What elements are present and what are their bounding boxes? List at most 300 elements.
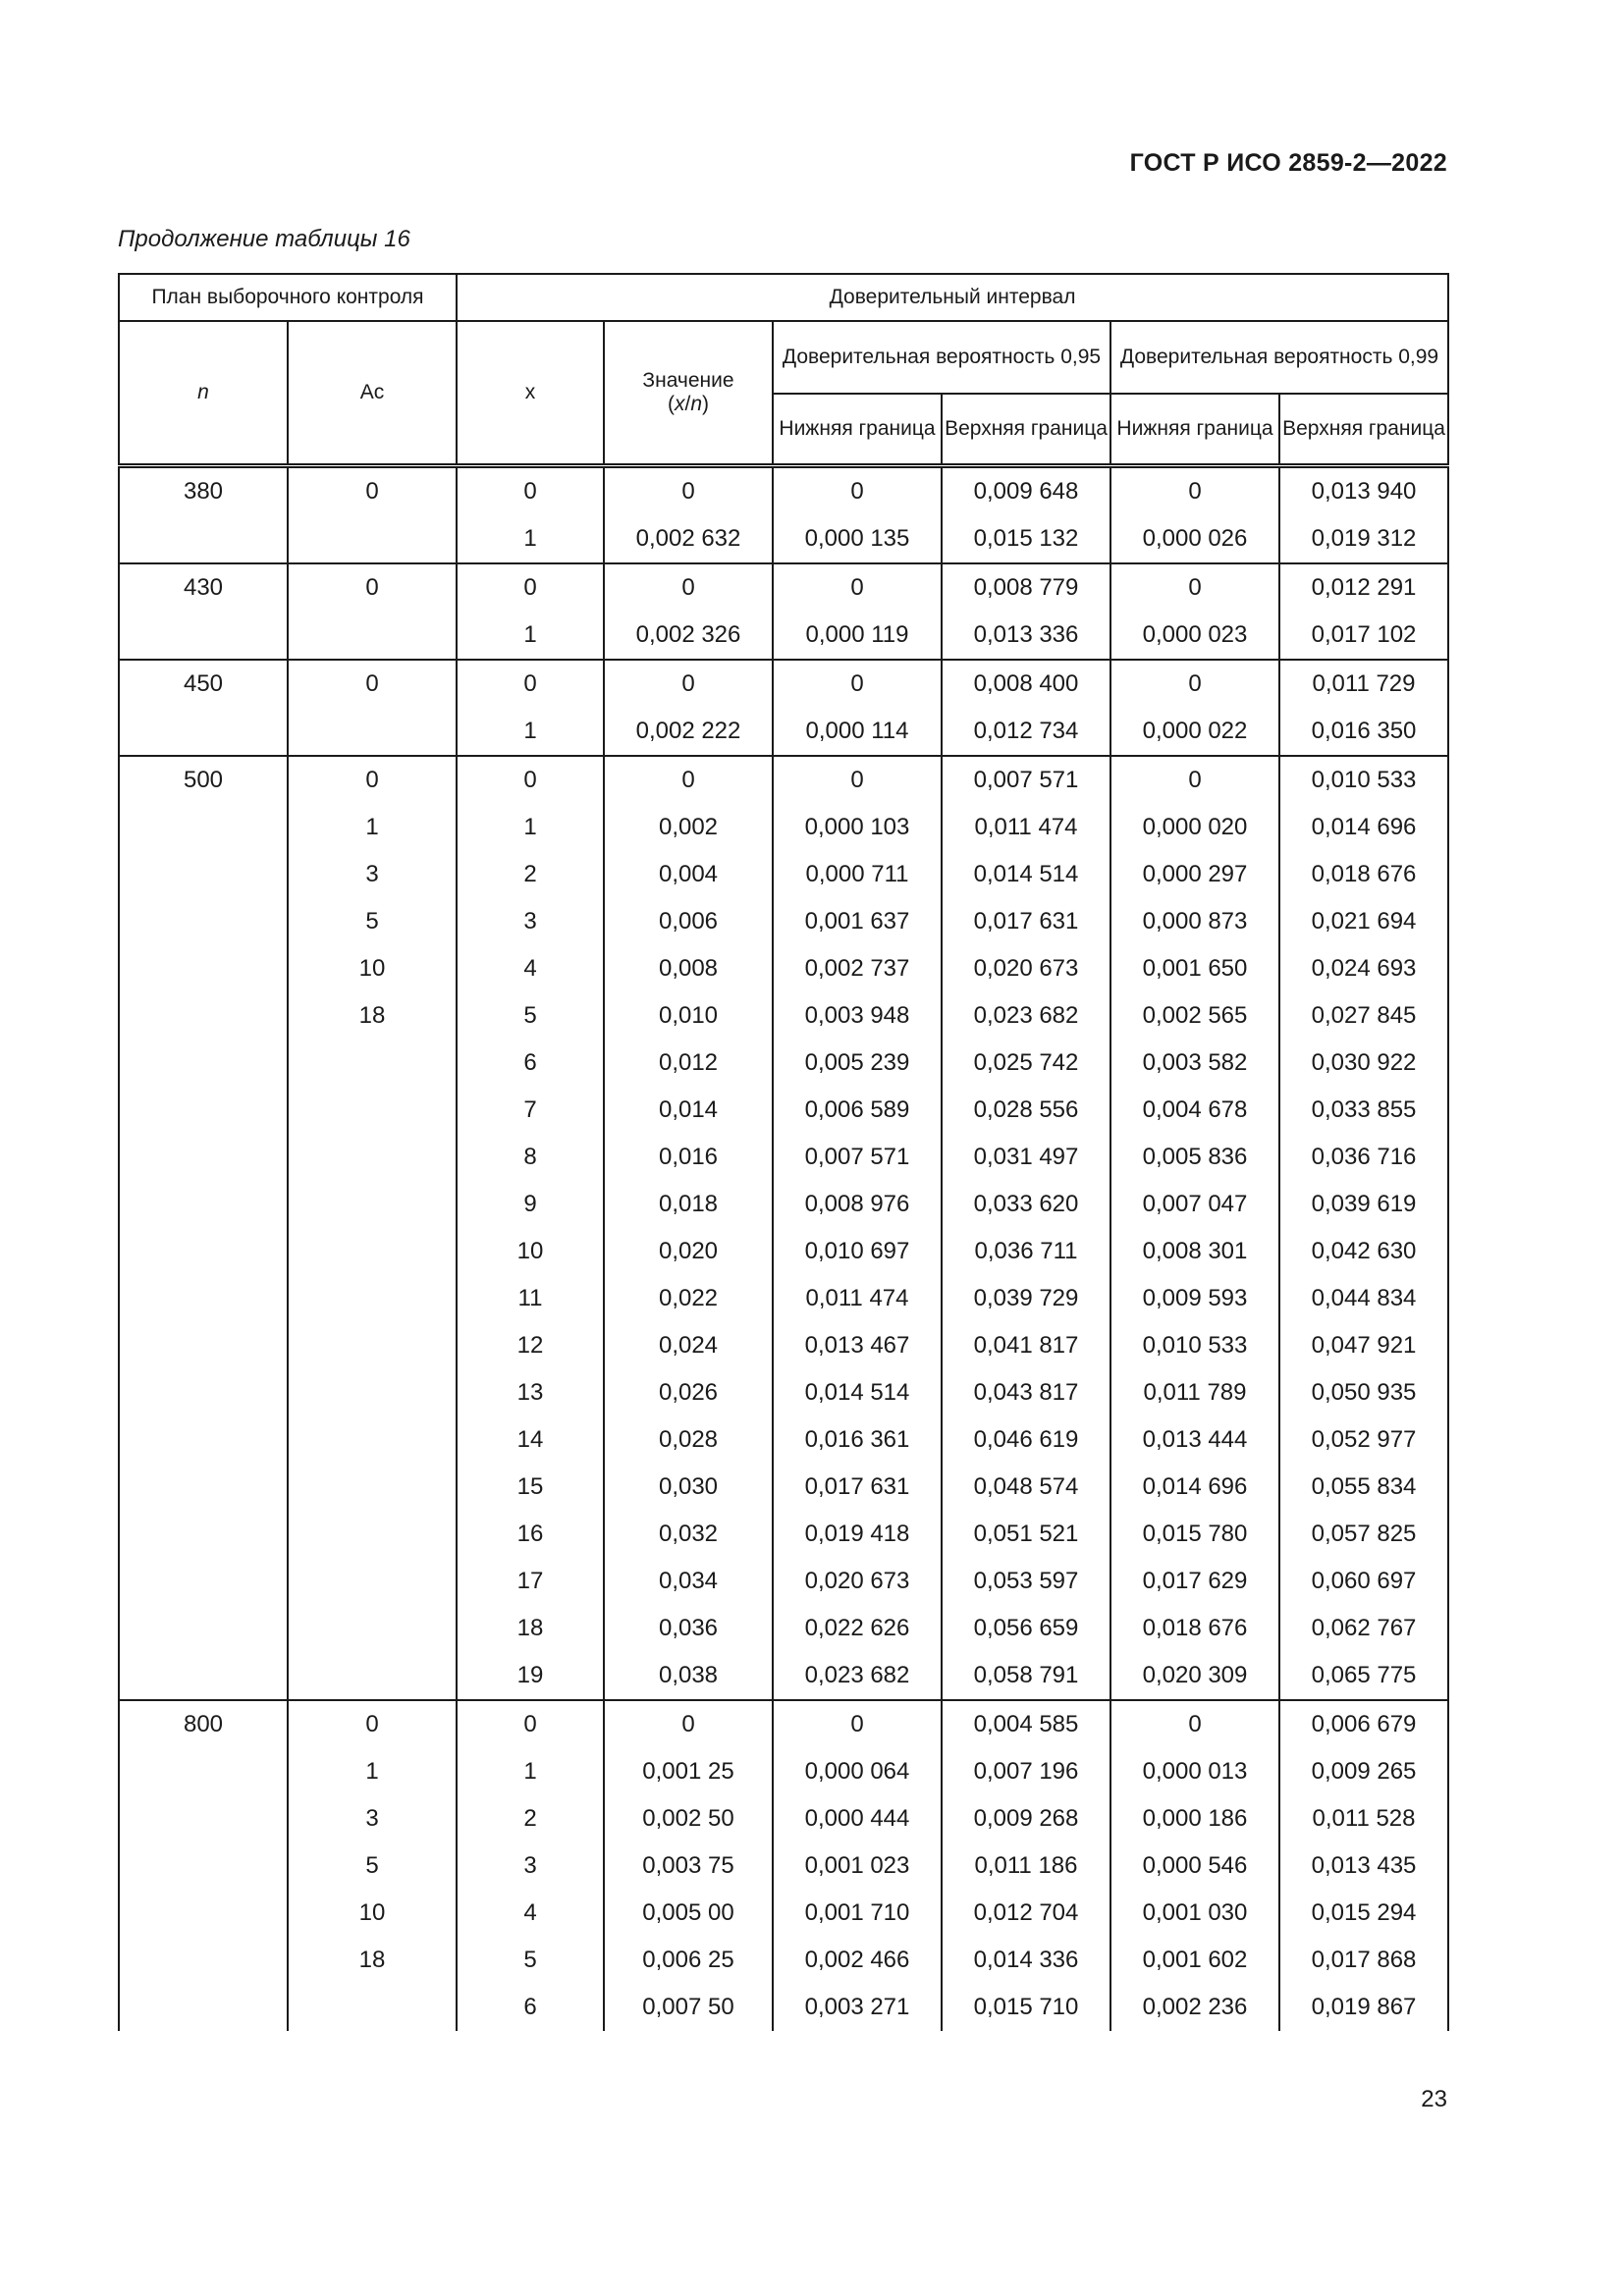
table-body — [119, 466, 1448, 2032]
table-row — [119, 466, 1448, 516]
cell-lower-95: 0,000 119 — [773, 612, 942, 660]
cell-value: 0,002 632 — [604, 515, 773, 563]
cell-upper-95: 0,056 659 — [942, 1605, 1110, 1652]
cell-ac — [288, 1511, 457, 1558]
cell-upper-99: 0,019 867 — [1279, 1984, 1448, 2031]
cell-value: 0,020 — [604, 1228, 773, 1275]
cell-n: 800 — [119, 1700, 288, 1748]
cell-value: 0,002 326 — [604, 612, 773, 660]
cell-value: 0 — [604, 1700, 773, 1748]
table-caption: Продолжение таблицы 16 — [118, 226, 410, 252]
cell-lower-95: 0,000 135 — [773, 515, 942, 563]
cell-n — [119, 612, 288, 660]
cell-upper-95: 0,004 585 — [942, 1700, 1110, 1748]
cell-lower-95: 0,014 514 — [773, 1369, 942, 1416]
cell-lower-99: 0,000 297 — [1110, 851, 1279, 898]
cell-ac: 10 — [288, 945, 457, 992]
table-row — [119, 1087, 1448, 1134]
cell-lower-99: 0,009 593 — [1110, 1275, 1279, 1322]
cell-value: 0,001 25 — [604, 1748, 773, 1795]
confidence-interval-table — [118, 273, 1449, 2031]
cell-ac — [288, 1464, 457, 1511]
cell-value: 0,032 — [604, 1511, 773, 1558]
cell-x: 5 — [457, 992, 604, 1040]
cell-x: 5 — [457, 1937, 604, 1984]
cell-lower-95: 0,002 737 — [773, 945, 942, 992]
cell-ac — [288, 1181, 457, 1228]
cell-x: 11 — [457, 1275, 604, 1322]
cell-upper-99: 0,039 619 — [1279, 1181, 1448, 1228]
cell-ac — [288, 1369, 457, 1416]
cell-lower-95: 0,001 710 — [773, 1890, 942, 1937]
cell-n — [119, 1228, 288, 1275]
cell-ac: 0 — [288, 660, 457, 708]
cell-ac — [288, 515, 457, 563]
cell-value: 0,004 — [604, 851, 773, 898]
cell-lower-95: 0,020 673 — [773, 1558, 942, 1605]
cell-x: 6 — [457, 1040, 604, 1087]
cell-n — [119, 1984, 288, 2031]
cell-n: 430 — [119, 563, 288, 612]
cell-n — [119, 1511, 288, 1558]
cell-upper-99: 0,018 676 — [1279, 851, 1448, 898]
cell-upper-95: 0,048 574 — [942, 1464, 1110, 1511]
cell-upper-95: 0,011 474 — [942, 804, 1110, 851]
cell-n — [119, 1937, 288, 1984]
cell-value: 0,014 — [604, 1087, 773, 1134]
table-row — [119, 1275, 1448, 1322]
cell-x: 3 — [457, 1842, 604, 1890]
table-row — [119, 756, 1448, 804]
header-x: x — [457, 321, 604, 466]
cell-upper-95: 0,011 186 — [942, 1842, 1110, 1890]
cell-x: 18 — [457, 1605, 604, 1652]
cell-upper-99: 0,044 834 — [1279, 1275, 1448, 1322]
header-lower-99: Нижняя граница — [1110, 394, 1279, 466]
table-row — [119, 515, 1448, 563]
cell-lower-95: 0,000 103 — [773, 804, 942, 851]
cell-ac: 5 — [288, 898, 457, 945]
cell-x: 12 — [457, 1322, 604, 1369]
cell-upper-99: 0,033 855 — [1279, 1087, 1448, 1134]
table-header — [119, 274, 1448, 466]
cell-value: 0,016 — [604, 1134, 773, 1181]
cell-x: 10 — [457, 1228, 604, 1275]
cell-upper-99: 0,013 435 — [1279, 1842, 1448, 1890]
table-row — [119, 1795, 1448, 1842]
table-row — [119, 1134, 1448, 1181]
cell-n — [119, 1890, 288, 1937]
cell-value: 0,036 — [604, 1605, 773, 1652]
cell-upper-99: 0,009 265 — [1279, 1748, 1448, 1795]
cell-x: 2 — [457, 851, 604, 898]
cell-x: 0 — [457, 466, 604, 516]
cell-upper-95: 0,012 704 — [942, 1890, 1110, 1937]
cell-lower-99: 0 — [1110, 563, 1279, 612]
cell-upper-99: 0,010 533 — [1279, 756, 1448, 804]
cell-n — [119, 1275, 288, 1322]
cell-n — [119, 1322, 288, 1369]
header-upper-95: Верхняя граница — [942, 394, 1110, 466]
cell-upper-95: 0,039 729 — [942, 1275, 1110, 1322]
cell-n: 450 — [119, 660, 288, 708]
cell-lower-95: 0,003 948 — [773, 992, 942, 1040]
cell-value: 0,008 — [604, 945, 773, 992]
cell-upper-95: 0,028 556 — [942, 1087, 1110, 1134]
cell-upper-95: 0,058 791 — [942, 1652, 1110, 1700]
table-row — [119, 612, 1448, 660]
table-row — [119, 1842, 1448, 1890]
cell-lower-99: 0,018 676 — [1110, 1605, 1279, 1652]
table-row — [119, 563, 1448, 612]
cell-value: 0,002 222 — [604, 708, 773, 756]
header-upper-99: Верхняя граница — [1279, 394, 1448, 466]
cell-n — [119, 1795, 288, 1842]
cell-upper-95: 0,008 779 — [942, 563, 1110, 612]
cell-value: 0,006 — [604, 898, 773, 945]
cell-lower-99: 0,017 629 — [1110, 1558, 1279, 1605]
table-row — [119, 708, 1448, 756]
cell-lower-99: 0,001 650 — [1110, 945, 1279, 992]
cell-upper-99: 0,016 350 — [1279, 708, 1448, 756]
cell-x: 1 — [457, 1748, 604, 1795]
cell-n — [119, 992, 288, 1040]
cell-x: 0 — [457, 756, 604, 804]
cell-x: 0 — [457, 660, 604, 708]
table-row — [119, 1652, 1448, 1700]
cell-upper-95: 0,023 682 — [942, 992, 1110, 1040]
header-prob-95: Доверительная вероятность 0,95 — [773, 321, 1110, 394]
cell-ac: 10 — [288, 1890, 457, 1937]
cell-upper-95: 0,031 497 — [942, 1134, 1110, 1181]
cell-upper-95: 0,051 521 — [942, 1511, 1110, 1558]
table-row — [119, 1937, 1448, 1984]
cell-ac — [288, 1322, 457, 1369]
cell-value: 0,018 — [604, 1181, 773, 1228]
table-row — [119, 1416, 1448, 1464]
cell-n — [119, 1558, 288, 1605]
cell-lower-99: 0 — [1110, 756, 1279, 804]
cell-ac: 0 — [288, 1700, 457, 1748]
cell-x: 6 — [457, 1984, 604, 2031]
cell-upper-95: 0,046 619 — [942, 1416, 1110, 1464]
cell-ac: 18 — [288, 992, 457, 1040]
table-row — [119, 1558, 1448, 1605]
cell-lower-95: 0,008 976 — [773, 1181, 942, 1228]
cell-ac — [288, 1605, 457, 1652]
cell-value: 0,030 — [604, 1464, 773, 1511]
cell-lower-99: 0,000 020 — [1110, 804, 1279, 851]
table-row — [119, 945, 1448, 992]
cell-value: 0,007 50 — [604, 1984, 773, 2031]
cell-n — [119, 1605, 288, 1652]
cell-lower-95: 0 — [773, 756, 942, 804]
cell-upper-99: 0,052 977 — [1279, 1416, 1448, 1464]
cell-lower-95: 0 — [773, 660, 942, 708]
cell-upper-99: 0,014 696 — [1279, 804, 1448, 851]
cell-lower-99: 0,002 236 — [1110, 1984, 1279, 2031]
header-lower-95: Нижняя граница — [773, 394, 942, 466]
cell-lower-99: 0,000 873 — [1110, 898, 1279, 945]
cell-upper-99: 0,062 767 — [1279, 1605, 1448, 1652]
cell-n — [119, 1040, 288, 1087]
cell-lower-99: 0,007 047 — [1110, 1181, 1279, 1228]
cell-n — [119, 851, 288, 898]
cell-ac: 3 — [288, 851, 457, 898]
cell-value: 0,026 — [604, 1369, 773, 1416]
table-row — [119, 1369, 1448, 1416]
header-prob-99: Доверительная вероятность 0,99 — [1110, 321, 1448, 394]
cell-upper-95: 0,025 742 — [942, 1040, 1110, 1087]
cell-lower-95: 0 — [773, 466, 942, 516]
cell-lower-99: 0,010 533 — [1110, 1322, 1279, 1369]
cell-lower-99: 0,013 444 — [1110, 1416, 1279, 1464]
cell-ac — [288, 1275, 457, 1322]
cell-x: 1 — [457, 804, 604, 851]
cell-upper-95: 0,020 673 — [942, 945, 1110, 992]
table-row — [119, 1605, 1448, 1652]
cell-upper-95: 0,013 336 — [942, 612, 1110, 660]
page-number: 23 — [1421, 2086, 1447, 2112]
cell-n — [119, 1369, 288, 1416]
cell-lower-95: 0,022 626 — [773, 1605, 942, 1652]
cell-n — [119, 708, 288, 756]
cell-value: 0,024 — [604, 1322, 773, 1369]
cell-lower-95: 0,023 682 — [773, 1652, 942, 1700]
cell-x: 0 — [457, 1700, 604, 1748]
cell-ac — [288, 708, 457, 756]
cell-upper-99: 0,021 694 — [1279, 898, 1448, 945]
cell-upper-95: 0,008 400 — [942, 660, 1110, 708]
cell-upper-95: 0,036 711 — [942, 1228, 1110, 1275]
cell-upper-99: 0,047 921 — [1279, 1322, 1448, 1369]
cell-x: 14 — [457, 1416, 604, 1464]
table-row — [119, 1511, 1448, 1558]
cell-lower-99: 0,000 026 — [1110, 515, 1279, 563]
cell-lower-95: 0,019 418 — [773, 1511, 942, 1558]
header-value-label: Значение — [642, 369, 734, 392]
cell-lower-99: 0,000 013 — [1110, 1748, 1279, 1795]
cell-n — [119, 1842, 288, 1890]
cell-lower-95: 0,005 239 — [773, 1040, 942, 1087]
cell-x: 7 — [457, 1087, 604, 1134]
cell-upper-95: 0,043 817 — [942, 1369, 1110, 1416]
cell-ac: 18 — [288, 1937, 457, 1984]
cell-ac — [288, 1416, 457, 1464]
cell-lower-95: 0,000 064 — [773, 1748, 942, 1795]
cell-lower-99: 0,014 696 — [1110, 1464, 1279, 1511]
table-row — [119, 1322, 1448, 1369]
cell-upper-99: 0,017 102 — [1279, 612, 1448, 660]
table-row — [119, 1040, 1448, 1087]
header-n: n — [119, 321, 288, 466]
table-row — [119, 1181, 1448, 1228]
cell-upper-99: 0,055 834 — [1279, 1464, 1448, 1511]
cell-upper-99: 0,057 825 — [1279, 1511, 1448, 1558]
cell-upper-99: 0,027 845 — [1279, 992, 1448, 1040]
cell-n — [119, 1087, 288, 1134]
cell-ac: 1 — [288, 1748, 457, 1795]
cell-upper-95: 0,014 514 — [942, 851, 1110, 898]
cell-ac: 5 — [288, 1842, 457, 1890]
cell-x: 19 — [457, 1652, 604, 1700]
cell-ac — [288, 1040, 457, 1087]
cell-lower-99: 0,000 186 — [1110, 1795, 1279, 1842]
cell-upper-95: 0,033 620 — [942, 1181, 1110, 1228]
cell-x: 4 — [457, 945, 604, 992]
cell-value: 0,006 25 — [604, 1937, 773, 1984]
cell-value: 0,005 00 — [604, 1890, 773, 1937]
cell-x: 3 — [457, 898, 604, 945]
cell-upper-95: 0,012 734 — [942, 708, 1110, 756]
cell-n — [119, 1181, 288, 1228]
cell-upper-99: 0,012 291 — [1279, 563, 1448, 612]
header-value — [604, 321, 773, 466]
table-row — [119, 804, 1448, 851]
cell-lower-95: 0,001 023 — [773, 1842, 942, 1890]
cell-upper-99: 0,036 716 — [1279, 1134, 1448, 1181]
cell-x: 1 — [457, 612, 604, 660]
table-row — [119, 1228, 1448, 1275]
cell-x: 1 — [457, 515, 604, 563]
cell-upper-95: 0,007 196 — [942, 1748, 1110, 1795]
cell-lower-95: 0,000 444 — [773, 1795, 942, 1842]
cell-x: 9 — [457, 1181, 604, 1228]
cell-x: 16 — [457, 1511, 604, 1558]
cell-ac: 0 — [288, 563, 457, 612]
cell-lower-95: 0,006 589 — [773, 1087, 942, 1134]
cell-value: 0,002 — [604, 804, 773, 851]
cell-lower-95: 0,013 467 — [773, 1322, 942, 1369]
cell-n — [119, 945, 288, 992]
cell-n: 380 — [119, 466, 288, 516]
cell-value: 0 — [604, 660, 773, 708]
cell-upper-99: 0,011 729 — [1279, 660, 1448, 708]
cell-lower-95: 0,000 711 — [773, 851, 942, 898]
cell-upper-99: 0,024 693 — [1279, 945, 1448, 992]
cell-upper-99: 0,050 935 — [1279, 1369, 1448, 1416]
cell-lower-99: 0,011 789 — [1110, 1369, 1279, 1416]
cell-lower-95: 0,001 637 — [773, 898, 942, 945]
cell-upper-95: 0,053 597 — [942, 1558, 1110, 1605]
cell-lower-99: 0 — [1110, 466, 1279, 516]
cell-n — [119, 1416, 288, 1464]
cell-n — [119, 515, 288, 563]
cell-x: 2 — [457, 1795, 604, 1842]
cell-lower-95: 0,017 631 — [773, 1464, 942, 1511]
cell-value: 0 — [604, 466, 773, 516]
cell-lower-95: 0,007 571 — [773, 1134, 942, 1181]
cell-ac — [288, 1984, 457, 2031]
cell-n: 500 — [119, 756, 288, 804]
cell-lower-99: 0 — [1110, 660, 1279, 708]
cell-ac — [288, 1228, 457, 1275]
cell-ac — [288, 1558, 457, 1605]
cell-ac: 3 — [288, 1795, 457, 1842]
cell-x: 1 — [457, 708, 604, 756]
cell-lower-99: 0,020 309 — [1110, 1652, 1279, 1700]
cell-x: 8 — [457, 1134, 604, 1181]
cell-upper-99: 0,017 868 — [1279, 1937, 1448, 1984]
cell-ac — [288, 1087, 457, 1134]
cell-n — [119, 898, 288, 945]
cell-upper-95: 0,009 268 — [942, 1795, 1110, 1842]
cell-n — [119, 1464, 288, 1511]
cell-n — [119, 1748, 288, 1795]
cell-lower-99: 0,004 678 — [1110, 1087, 1279, 1134]
cell-lower-99: 0,002 565 — [1110, 992, 1279, 1040]
cell-lower-95: 0,000 114 — [773, 708, 942, 756]
table-row — [119, 1464, 1448, 1511]
cell-ac — [288, 612, 457, 660]
cell-value: 0 — [604, 563, 773, 612]
cell-ac: 1 — [288, 804, 457, 851]
cell-x: 13 — [457, 1369, 604, 1416]
cell-upper-95: 0,015 710 — [942, 1984, 1110, 2031]
cell-ac: 0 — [288, 756, 457, 804]
cell-lower-99: 0,015 780 — [1110, 1511, 1279, 1558]
cell-upper-95: 0,041 817 — [942, 1322, 1110, 1369]
header-sampling-plan: План выборочного контроля — [119, 274, 457, 321]
table-row — [119, 660, 1448, 708]
cell-lower-95: 0 — [773, 563, 942, 612]
table-row — [119, 1700, 1448, 1748]
cell-lower-95: 0,010 697 — [773, 1228, 942, 1275]
cell-lower-95: 0,002 466 — [773, 1937, 942, 1984]
cell-lower-99: 0,003 582 — [1110, 1040, 1279, 1087]
cell-lower-95: 0,011 474 — [773, 1275, 942, 1322]
cell-lower-99: 0,001 602 — [1110, 1937, 1279, 1984]
cell-value: 0,003 75 — [604, 1842, 773, 1890]
standard-code: ГОСТ Р ИСО 2859-2—2022 — [1129, 149, 1447, 177]
table-row — [119, 898, 1448, 945]
cell-value: 0,034 — [604, 1558, 773, 1605]
header-ac: Ac — [288, 321, 457, 466]
cell-upper-99: 0,011 528 — [1279, 1795, 1448, 1842]
cell-upper-99: 0,030 922 — [1279, 1040, 1448, 1087]
cell-value: 0,010 — [604, 992, 773, 1040]
cell-lower-99: 0,005 836 — [1110, 1134, 1279, 1181]
cell-ac: 0 — [288, 466, 457, 516]
header-value-formula: (x/n) — [667, 393, 710, 415]
cell-n — [119, 804, 288, 851]
table-row — [119, 1890, 1448, 1937]
cell-upper-99: 0,013 940 — [1279, 466, 1448, 516]
cell-upper-99: 0,060 697 — [1279, 1558, 1448, 1605]
cell-value: 0,012 — [604, 1040, 773, 1087]
cell-ac — [288, 1134, 457, 1181]
cell-upper-95: 0,014 336 — [942, 1937, 1110, 1984]
cell-upper-95: 0,009 648 — [942, 466, 1110, 516]
cell-n — [119, 1134, 288, 1181]
cell-upper-99: 0,015 294 — [1279, 1890, 1448, 1937]
header-confidence-interval: Доверительный интервал — [457, 274, 1448, 321]
cell-value: 0,038 — [604, 1652, 773, 1700]
cell-lower-99: 0,000 546 — [1110, 1842, 1279, 1890]
cell-lower-99: 0,000 023 — [1110, 612, 1279, 660]
table-row — [119, 851, 1448, 898]
cell-value: 0 — [604, 756, 773, 804]
cell-ac — [288, 1652, 457, 1700]
cell-lower-99: 0 — [1110, 1700, 1279, 1748]
cell-upper-99: 0,006 679 — [1279, 1700, 1448, 1748]
cell-upper-99: 0,019 312 — [1279, 515, 1448, 563]
cell-value: 0,022 — [604, 1275, 773, 1322]
cell-upper-95: 0,015 132 — [942, 515, 1110, 563]
table-row — [119, 1984, 1448, 2031]
cell-lower-99: 0,000 022 — [1110, 708, 1279, 756]
cell-x: 0 — [457, 563, 604, 612]
